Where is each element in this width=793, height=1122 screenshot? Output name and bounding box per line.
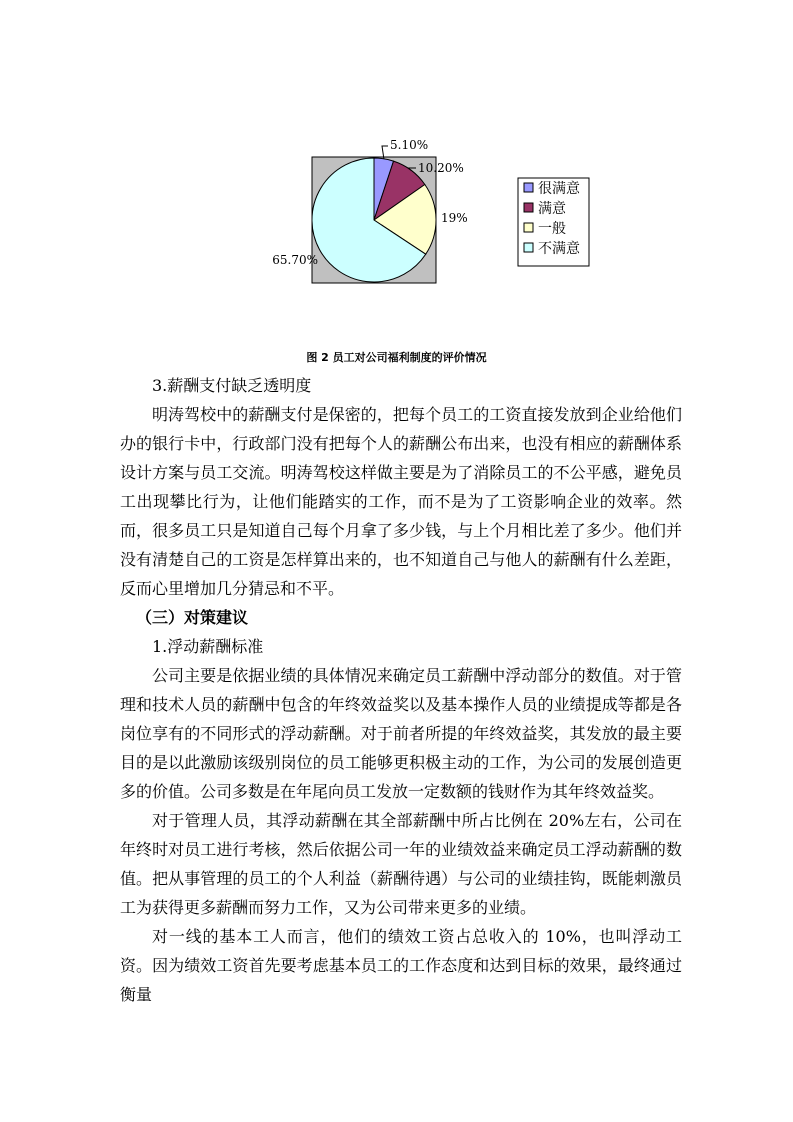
legend-swatch-0 bbox=[524, 183, 533, 192]
legend-entry-0: 很满意 bbox=[538, 181, 580, 197]
paragraph-3: 对于管理人员，其浮动薪酬在其全部薪酬中所占比例在 20%左右，公司在年终时对员工进行考核，然后依据公司一年的业绩效益来确定员工浮动薪酬的数值。把从事管理的员工的个人利益（薪酬待遇）与公司的业绩挂钩，既能刺激员工为获得更多薪酬而努力工作，又为公司带来更多的业绩。 bbox=[120, 811, 682, 917]
pie-chart bbox=[0, 0, 793, 300]
paragraph-1: 明涛驾校中的薪酬支付是保密的，把每个员工的工资直接发放到企业给他们办的银行卡中，行政部门没有把每个人的薪酬公布出来，也没有相应的薪酬体系设计方案与员工交流。明涛驾校这样做主要是为了消除员工的不公平感，避免员工出现攀比行为，让他们能踏实的工作，而不是为了工资影响企业的效率。然而，很多员工只是知道自己每个月拿了多少钱，与上个月相比差了多少。他们并没有清楚自己的工资是怎样算出来的，也不知道自己与他人的薪酬有什么差距，反而心里增加几分猜忌和不平。 bbox=[120, 405, 682, 598]
section-heading-3: 3.薪酬支付缺乏透明度 bbox=[152, 376, 312, 395]
figure-caption: 图 2 员工对公司福利制度的评价情况 bbox=[306, 351, 487, 364]
paragraph-4: 对一线的基本工人而言，他们的绩效工资占总收入的 10%，也叫浮动工资。因为绩效工资首先要考虑基本员工的工作态度和达到目标的效果，最终通过衡量 bbox=[120, 927, 682, 1004]
data-label-2: 19% bbox=[441, 211, 468, 225]
subheading-floating-pay: 1.浮动薪酬标准 bbox=[152, 637, 264, 656]
paragraph-2: 公司主要是依据业绩的具体情况来确定员工薪酬中浮动部分的数值。对于管理和技术人员的薪酬中包含的年终效益奖以及基本操作人员的业绩提成等都是各岗位享有的不同形式的浮动薪酬。对于前者所提的年终效益奖，其发放的最主要目的是以此激励该级别岗位的员工能够更积极主动的工作，为公司的发展创造更多的价值。公司多数是在年尾向员工发放一定数额的钱财作为其年终效益奖。 bbox=[120, 666, 682, 801]
legend-swatch-3 bbox=[524, 243, 533, 252]
body-text bbox=[120, 371, 682, 1009]
legend-entry-1: 满意 bbox=[538, 201, 566, 217]
legend-entry-2: 一般 bbox=[538, 221, 566, 237]
pie-chart-area bbox=[0, 0, 793, 300]
data-label-1: 10.20% bbox=[418, 161, 464, 175]
legend-swatch-1 bbox=[524, 203, 533, 212]
data-label-3: 65.70% bbox=[272, 253, 318, 267]
legend-entry-3: 不满意 bbox=[538, 241, 580, 257]
section-heading-countermeasures: （三）对策建议 bbox=[136, 608, 249, 627]
data-label-0: 5.10% bbox=[390, 138, 429, 152]
legend-swatch-2 bbox=[524, 223, 533, 232]
